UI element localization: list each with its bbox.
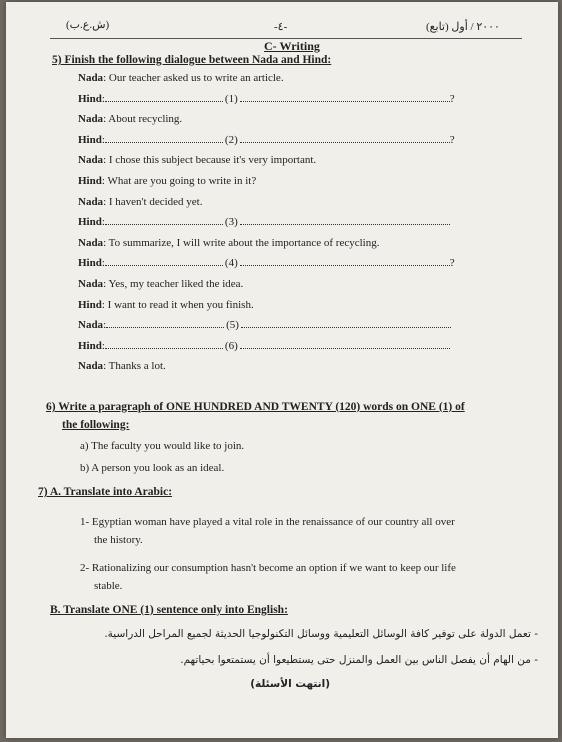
answer-blank[interactable]: [105, 257, 223, 266]
end-of-questions: (انتهت الأسئلة): [250, 678, 330, 690]
arabic-sentence-2: - من الهام أن يفصل الناس بين العمل والمنزل حتى يستطيعوا أن يستمتعوا بحياتهم.: [180, 654, 538, 666]
dialogue-text: :: [101, 339, 105, 352]
question-7a-label: 7) A. Translate into Arabic:: [38, 486, 173, 498]
speaker-name: Hind: [78, 133, 102, 146]
blank-number: (3): [224, 216, 238, 229]
translate-sentence-1: 1- Egyptian woman have played a vital role in the renaissance of our country all over: [80, 516, 455, 528]
speaker-name: Hind: [78, 339, 102, 352]
speaker-name: Hind: [78, 257, 102, 270]
dialogue-text: : Yes, my teacher liked the idea.: [103, 278, 244, 290]
answer-blank[interactable]: [105, 216, 223, 225]
dialogue-line: [78, 319, 451, 331]
answer-blank[interactable]: [105, 134, 223, 143]
dialogue-text: :: [101, 216, 105, 229]
dialogue-line: [78, 113, 182, 125]
dialogue-text: : To summarize, I will write about the importance of recycling.: [103, 236, 380, 249]
dialogue-line: [78, 93, 455, 105]
dialogue-line: [78, 216, 450, 228]
speaker-name: Nada: [78, 360, 104, 373]
speaker-name: Nada: [78, 319, 104, 332]
blank-end: ?: [449, 92, 455, 105]
answer-blank[interactable]: [240, 134, 450, 143]
dialogue-line: [78, 237, 379, 249]
dialogue-text: :: [101, 257, 105, 270]
dialogue-line: [78, 154, 316, 166]
dialogue-text: :: [101, 92, 105, 105]
question-7b-label: B. Translate ONE (1) sentence only into English:: [50, 604, 288, 616]
blank-end: ?: [449, 133, 455, 146]
dialogue-text: : I want to read it when you finish.: [101, 298, 254, 311]
blank-number: (5): [226, 319, 239, 332]
answer-blank[interactable]: [105, 93, 223, 102]
dialogue-text: :: [103, 319, 107, 332]
dialogue-text: : Thanks a lot.: [103, 360, 166, 373]
blank-end: ?: [449, 257, 455, 270]
answer-blank[interactable]: [106, 319, 224, 328]
translate-sentence-2-cont: stable.: [94, 580, 123, 592]
page-number: -٤-: [274, 21, 288, 33]
translate-sentence-2: 2- Rationalizing our consumption hasn't become an option if we want to keep our life: [80, 562, 456, 574]
question-6-option-b: b) A person you look as an ideal.: [80, 462, 225, 474]
speaker-name: Nada: [78, 154, 104, 167]
dialogue-text: : Our teacher asked us to write an article.: [103, 72, 284, 84]
dialogue-text: : I chose this subject because it's very important.: [103, 154, 317, 167]
speaker-name: Hind: [78, 92, 102, 105]
question-6-label: 6) Write a paragraph of ONE HUNDRED AND TWENTY (120) words on ONE (1) of: [46, 401, 465, 413]
arabic-sentence-1: - تعمل الدولة على توفير كافة الوسائل التعليمية ووسائل التكنولوجيا الحديثة لجميع المراحل الدراسية.: [104, 628, 538, 640]
answer-blank[interactable]: [240, 93, 450, 102]
header-code: (ش.ع.ب): [66, 19, 110, 31]
speaker-name: Nada: [78, 195, 104, 208]
answer-blank[interactable]: [105, 340, 223, 349]
blank-number: (2): [224, 133, 238, 146]
answer-blank[interactable]: [241, 319, 451, 328]
speaker-name: Nada: [78, 113, 104, 126]
answer-blank[interactable]: [240, 216, 450, 225]
speaker-name: Hind: [78, 216, 102, 229]
speaker-name: Nada: [78, 236, 104, 249]
dialogue-line: [78, 299, 254, 311]
question-6-option-a: a) The faculty you would like to join.: [80, 440, 245, 452]
dialogue-line: [78, 196, 202, 208]
question-5-label: 5) Finish the following dialogue between Nada and Hind:: [52, 54, 332, 66]
speaker-name: Nada: [78, 72, 104, 84]
dialogue-line: [78, 340, 450, 352]
dialogue-text: : About recycling.: [103, 113, 183, 126]
dialogue-line: [78, 72, 284, 84]
dialogue-line: [78, 360, 166, 372]
exam-page: [6, 2, 558, 738]
speaker-name: Nada: [78, 278, 104, 290]
dialogue-text: : What are you going to write in it?: [101, 175, 257, 187]
dialogue-line: [78, 134, 455, 146]
section-title: C- Writing: [264, 39, 320, 53]
dialogue-line: [78, 175, 256, 187]
answer-blank[interactable]: [240, 257, 450, 266]
header-year: ٢٠٠٠ / أول (تابع): [426, 21, 500, 33]
speaker-name: Hind: [78, 175, 102, 187]
speaker-name: Hind: [78, 298, 102, 311]
blank-number: (6): [224, 339, 238, 352]
question-6-label-cont: the following:: [62, 419, 130, 431]
dialogue-text: :: [101, 133, 105, 146]
translate-sentence-1-cont: the history.: [94, 534, 143, 546]
dialogue-line: [78, 257, 455, 269]
dialogue-text: : I haven't decided yet.: [103, 195, 203, 208]
answer-blank[interactable]: [240, 340, 450, 349]
blank-number: (4): [224, 257, 238, 270]
blank-number: (1): [224, 92, 238, 105]
dialogue-line: [78, 278, 243, 290]
